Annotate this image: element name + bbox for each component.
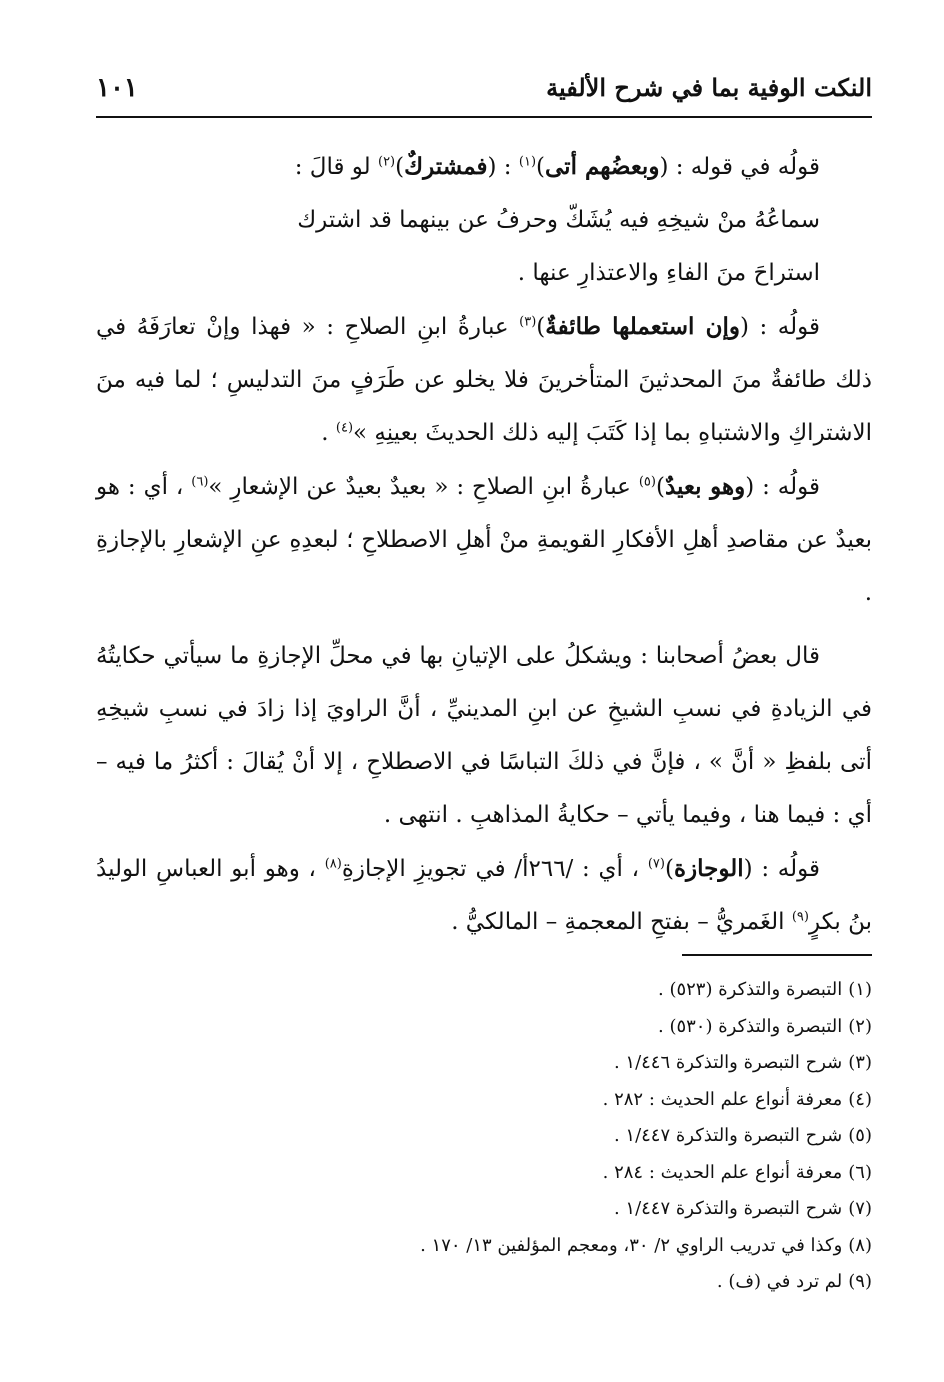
footnote-text: وكذا في تدريب الراوي ٢/ ٣٠، ومعجم المؤلفين ١٣/ ١٧٠ .: [420, 1234, 843, 1256]
header-divider: [96, 116, 872, 118]
footnote-ref: (٨): [324, 856, 342, 872]
footnote-number: (٨): [848, 1234, 872, 1256]
poem-verse: سماعُهُ منْ شيخِهِ فيه يُشَكّ وحرفُ عن بينهما قد اشترك: [297, 207, 820, 233]
quoted-term: وهو بعيدٌ: [664, 473, 746, 500]
footnote-number: (١): [848, 979, 872, 1000]
footnote-item: [272, 1009, 872, 1046]
footnote-text: معرفة أنواع علم الحديث : ٢٨٤ .: [602, 1161, 843, 1183]
paragraph-3: قولُه : (وهو بعيدٌ)$^{(٥)}$ عبارةُ ابنِ الصلاحِ : « بعيدٌ بعيدٌ عن الإشعارِ »$^{(٦)}$ ، أي : هو بعيدٌ عن مقاصدِ أهلِ الأفكارِ القويمةِ منْ أهلِ الاصطلاحِ ؛ لبعدِهِ عنِ الإشعارِ بالإجازةِ .: [96, 473, 872, 606]
footnote-number: (٤): [848, 1088, 872, 1110]
footnote-text: شرح التبصرة والتذكرة ١/٤٤٦ .: [613, 1052, 843, 1073]
footnote-number: (٥): [848, 1125, 872, 1146]
poem-continuation: استراحَ منَ الفاءِ والاعتذارِ عنها .: [517, 260, 820, 286]
footnote-ref: (٥): [638, 474, 656, 490]
paragraph-4: قال بعضُ أصحابنا : ويشكلُ على الإتيانِ بها في محلِّ الإجازةِ ما سيأتي حكايتُهُ في الزيادةِ في نسبِ الشيخِ عن ابنِ المدينيِّ ، أنَّ الراويَ إذا زادَ في نسبِ شيخِهِ أتى بلفظِ « أنَّ » ، فإنَّ في ذلكَ التباسًا في الاصطلاحِ ، إلا أنْ يُقالَ : أكثرُ ما فيه – أي : فيما هنا ، وفيما يأتي – حكايةُ المذاهبِ . انتهى .: [96, 643, 872, 828]
footnote-ref: (٧): [647, 856, 665, 872]
footnote-ref: (٤): [335, 420, 354, 436]
footnote-ref: (٢): [377, 154, 396, 170]
quoted-term: الوجازة: [673, 855, 744, 882]
footnote-item: [272, 972, 872, 1009]
page-number: ١٠١: [96, 73, 138, 103]
footnote-ref: (٩): [791, 909, 809, 925]
main-text: [96, 140, 872, 949]
footnote-item: [272, 1082, 872, 1119]
quoted-term: فمشتركٌ: [404, 153, 488, 180]
footnote-item: [272, 1155, 872, 1192]
paragraph-2: قولُه : (وإن استعملها طائفةٌ)$^{(٣)}$ عبارةُ ابنِ الصلاحِ : « فهذا وإنْ تعارَفَهُ في ذلك طائفةٌ منَ المحدثينَ المتأخرينَ فلا يخلو عن طَرَفٍ منَ التدليسِ ؛ لما فيه منَ الاشتراكِ والاشتباهِ بما إذا كَتَبَ إليه ذلك الحديثَ بعينِهِ »$^{(٤)}$ .: [96, 313, 872, 446]
footnote-item: [272, 1118, 872, 1155]
footnote-item: [272, 1191, 872, 1228]
footnote-item: [272, 1045, 872, 1082]
paragraph-spacer: [96, 620, 872, 630]
footnote-divider: [682, 954, 872, 956]
footnote-number: (٢): [848, 1015, 872, 1037]
quoted-term: وإن استعملها طائفةٌ: [545, 313, 740, 340]
footnote-text: شرح التبصرة والتذكرة ١/٤٤٧ .: [613, 1198, 843, 1219]
footnote-item: [272, 1264, 872, 1301]
footnote-number: (٦): [848, 1161, 872, 1183]
footnote-ref: (١): [518, 154, 537, 170]
footnote-text: شرح التبصرة والتذكرة ١/٤٤٧ .: [613, 1125, 843, 1146]
footnote-ref: (٦): [191, 474, 209, 490]
running-title: النكت الوفية بما في شرح الألفية: [546, 73, 872, 102]
footnote-number: (٣): [848, 1052, 872, 1073]
paragraph-1: قولُه في قوله : (وبعضُهم أتى)$^{(١)}$ : (فمشتركٌ)$^{(٢)}$ لو قالَ :: [294, 153, 820, 180]
footnote-ref: (٣): [519, 314, 537, 330]
footnote-text: معرفة أنواع علم الحديث : ٢٨٢ .: [602, 1088, 843, 1110]
footnotes-list: [272, 972, 872, 1301]
page-header: [96, 68, 872, 112]
footnote-text: التبصرة والتذكرة (٥٢٣) .: [658, 979, 843, 1000]
footnote-text: التبصرة والتذكرة (٥٣٠) .: [658, 1015, 843, 1037]
paragraph-5: قولُه : (الوجازة)$^{(٧)}$ ، أي : /٢٦٦أ/ في تجويزِ الإجازةِ$^{(٨)}$ ، وهو أبو العباسِ الوليدُ بنُ بكرٍ$^{(٩)}$ الغَمريُّ – بفتحِ المعجمةِ – المالكيُّ .: [96, 855, 872, 935]
footnote-number: (٩): [848, 1271, 872, 1292]
footnote-text: لم ترد في (ف) .: [716, 1271, 843, 1292]
footnote-item: [272, 1228, 872, 1265]
footnote-number: (٧): [848, 1198, 872, 1219]
quoted-term: وبعضُهم أتى: [545, 153, 660, 180]
